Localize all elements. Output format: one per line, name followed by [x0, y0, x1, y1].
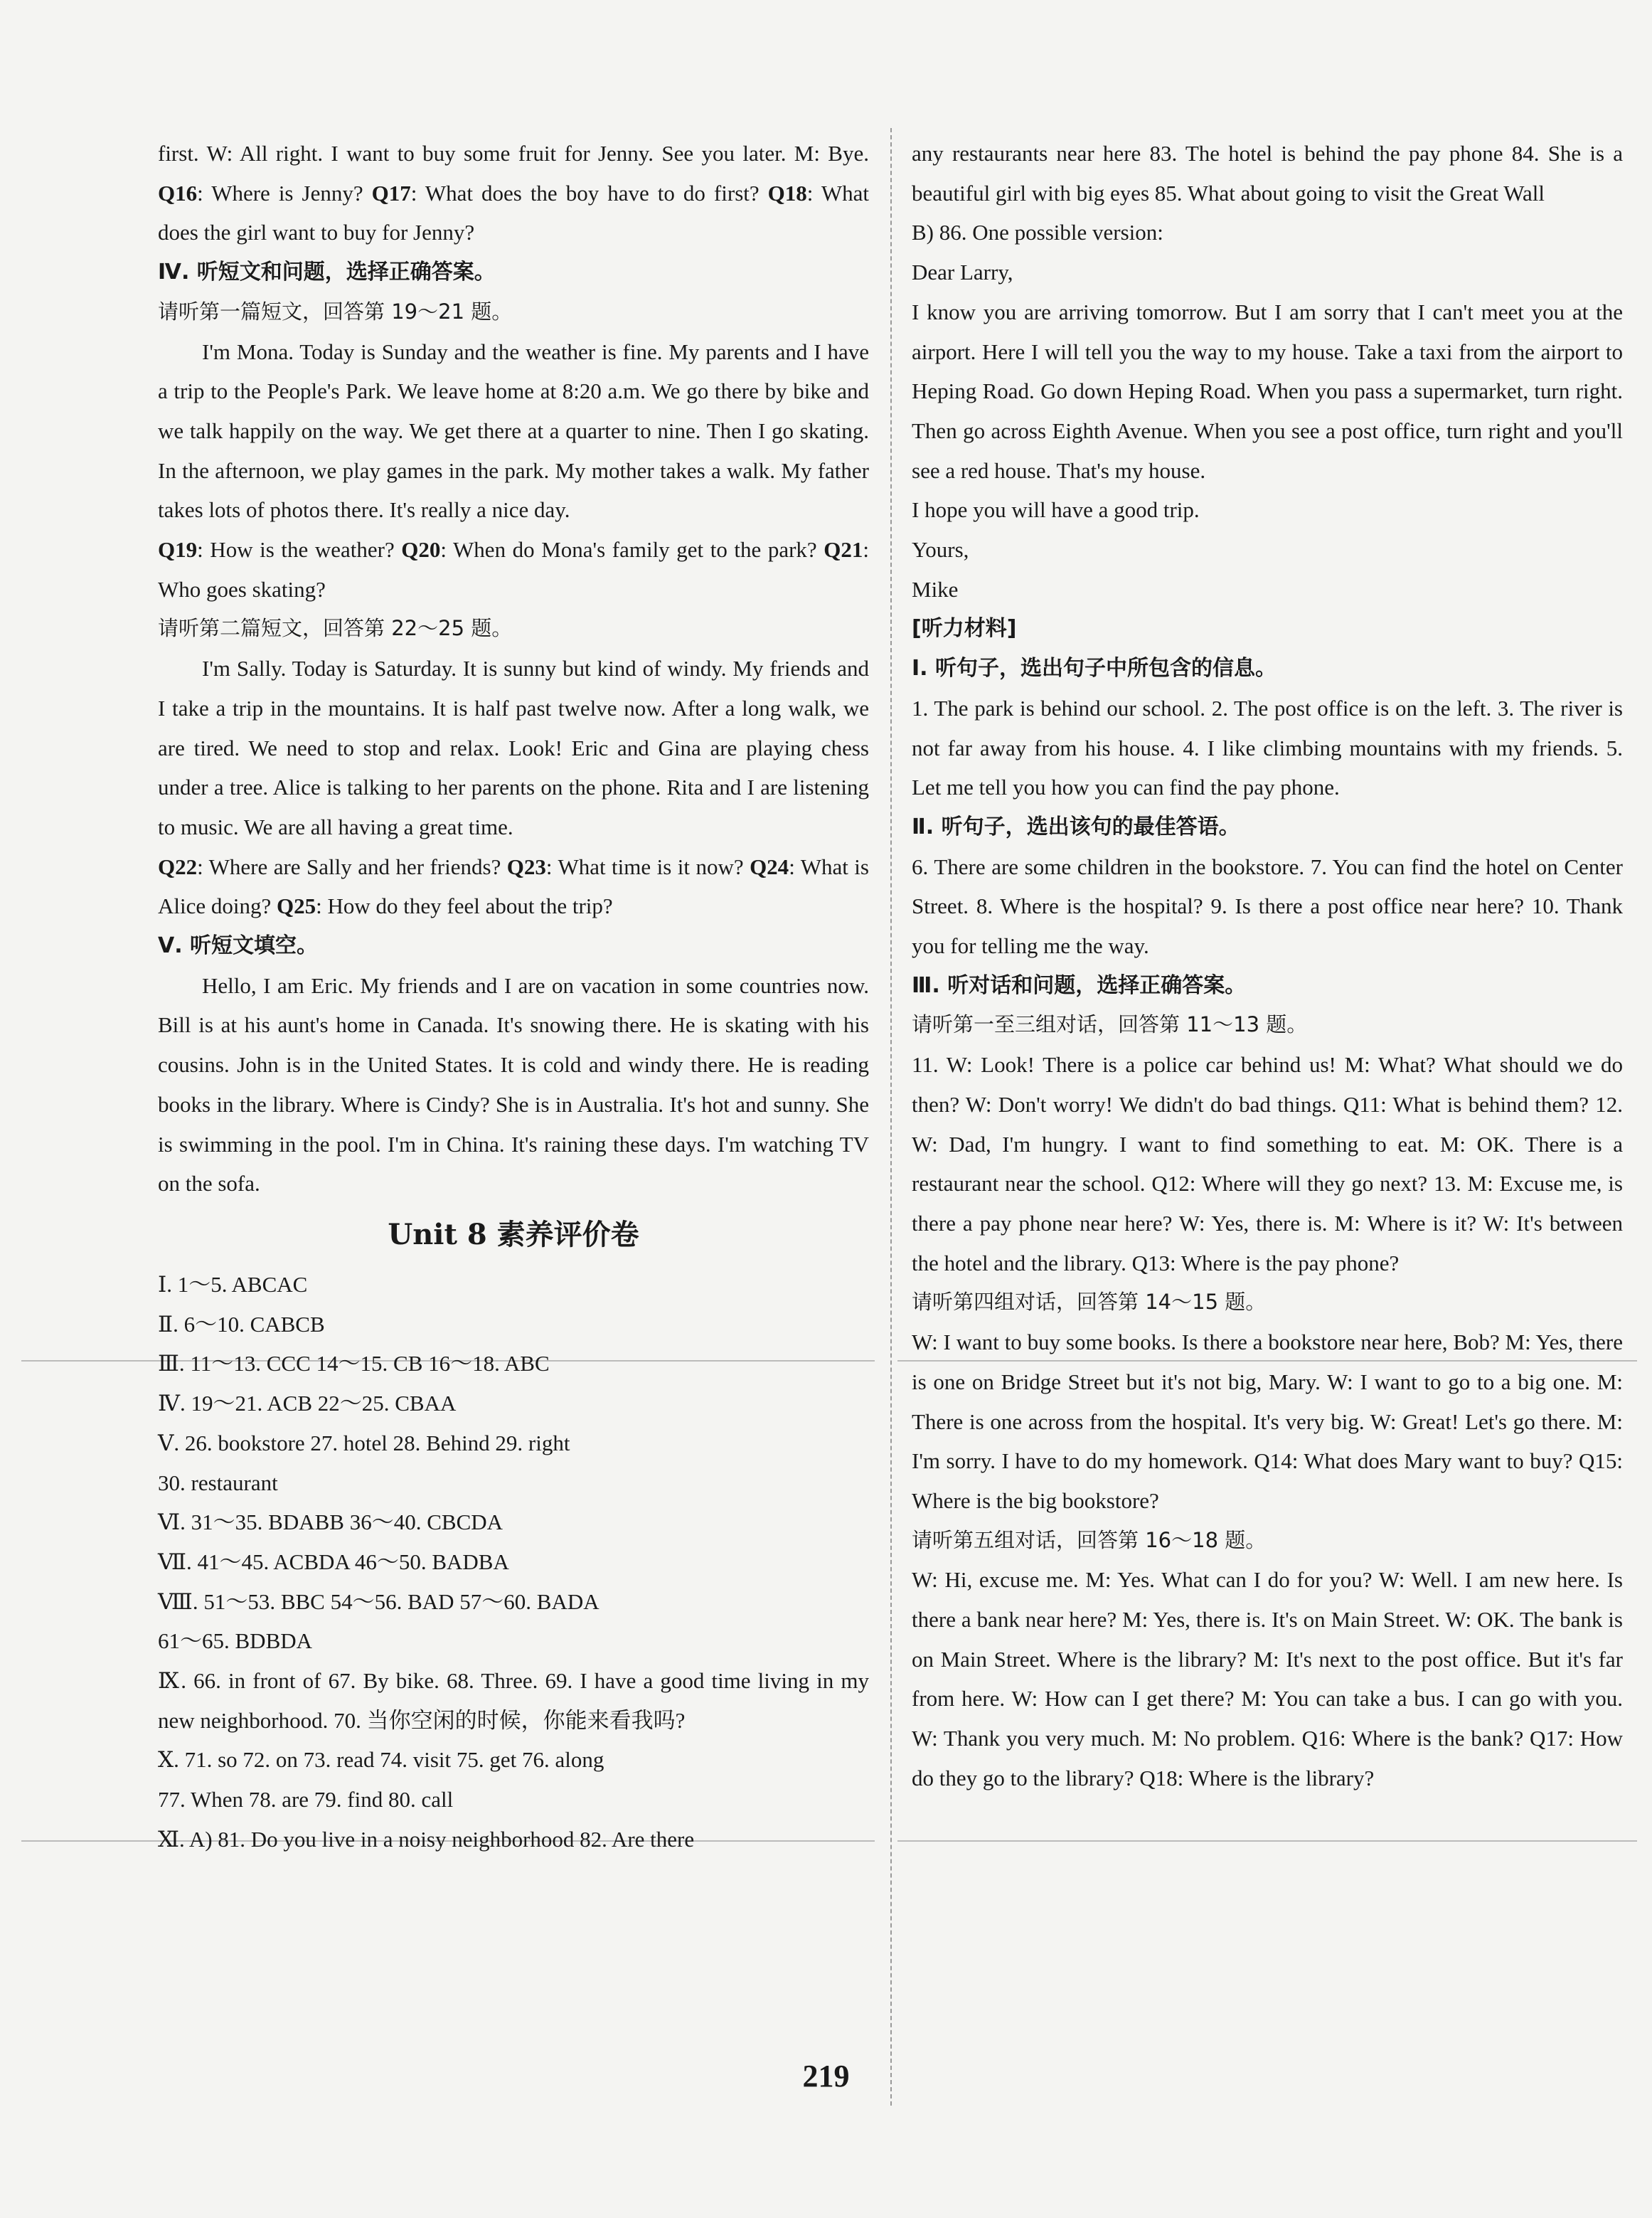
answer-line: 77. When 78. are 79. find 80. call	[158, 1787, 454, 1813]
answer-line: Ⅲ. 11～13. CCC 14～15. CB 16～18. ABC	[158, 1351, 550, 1376]
listen-section-3-heading: Ⅲ. 听对话和问题，选择正确答案。	[912, 972, 1247, 998]
right-column	[912, 134, 1623, 1798]
listen-section-2-text: 6. There are some children in the bookstore. 7. You can find the hotel on Center Street. 8. Where is the hospital? 9. Is there a post office near here? 10. Thank you for telling me the way.	[912, 854, 1623, 959]
left-column	[158, 134, 869, 1859]
letter-salutation: Dear Larry,	[912, 260, 1013, 285]
dialogue-14-15: W: I want to buy some books. Is there a bookstore near here, Bob? M: Yes, there is one on Bridge Street but it's not big, Mary. W: I want to go to a big one. M: There is one across from the hospital. It's very big. W: Great! Let's go there. M: I'm sorry. I have to do my homework. Q14: What does Mary want to buy? Q15: Where is the big bookstore?	[912, 1330, 1623, 1513]
section-5-heading: Ⅴ. 听短文填空。	[158, 933, 319, 959]
answer-line: Ⅶ. 41～45. ACBDA 46～50. BADBA	[158, 1549, 509, 1574]
dialogues-11-13: 11. W: Look! There is a police car behind us! M: What? What should we do then? W: Don't worry! We didn't do bad things. Q11: What is behind them? 12. W: Dad, I'm hungry. I want to find something to eat. M: OK. There is a restaurant near the school. Q12: Where will they go next? 13. M: Excuse me, is there a pay phone near here? W: Yes, there is. M: Where is it? W: It's between the hotel and the library. Q13: Where is the pay phone?	[912, 1052, 1623, 1275]
answer-line: Ⅺ. A) 81. Do you live in a noisy neighborhood 82. Are there	[158, 1826, 695, 1852]
letter-sign-off: Yours,	[912, 537, 969, 563]
answer-line: Ⅹ. 71. so 72. on 73. read 74. visit 75. get 76. along	[158, 1747, 604, 1773]
fold-line-right-lower	[897, 1840, 1637, 1842]
answer-line: Ⅵ. 31～35. BDABB 36～40. CBCDA	[158, 1509, 503, 1535]
answer-line: Ⅴ. 26. bookstore 27. hotel 28. Behind 29. right	[158, 1430, 570, 1455]
writing-answer-heading: B) 86. One possible version:	[912, 220, 1163, 245]
passage-mona: I'm Mona. Today is Sunday and the weather is fine. My parents and I have a trip to the People's Park. We leave home at 8:20 a.m. We go there by bike and we talk happily on the way. We get there at a quarter to nine. Then I go skating. In the afternoon, we play games in the park. My mother takes a walk. My father takes lots of photos there. It's really a nice day.	[158, 339, 869, 523]
dialogue-16-18: W: Hi, excuse me. M: Yes. What can I do for you? W: Well. I am new here. Is there a bank near here? M: Yes, there is. It's on Main Street. W: OK. The bank is on Main Street. Where is the library? M: It's next to the post office. But it's far from here. W: How can I get there? M: You can take a bus. I can go with you. W: Thank you very much. M: No problem. Q16: Where is the bank? Q17: How do they go to the library? Q18: Where is the library?	[912, 1567, 1623, 1790]
questions-19-21: Q19: How is the weather? Q20: When do Mona's family get to the park? Q21: Who goes skating?	[158, 537, 869, 602]
unit-title: Unit 8 素养评价卷	[388, 1217, 639, 1251]
column-divider	[890, 128, 892, 2106]
listen-section-3-intro-1: 请听第一至三组对话，回答第 11～13 题。	[912, 1012, 1308, 1037]
listen-section-3-intro-2: 请听第四组对话，回答第 14～15 题。	[912, 1290, 1267, 1315]
listen-section-1-heading: Ⅰ. 听句子，选出句子中所包含的信息。	[912, 656, 1277, 681]
answer-line: 61～65. BDBDA	[158, 1628, 313, 1654]
passage-eric: Hello, I am Eric. My friends and I are on vacation in some countries now. Bill is at his aunt's home in Canada. It's snowing there. He is skating with his cousins. John is in the United States. It is cold and windy there. He is reading books in the library. Where is Cindy? She is in Australia. It's hot and sunny. She is swimming in the pool. I'm in China. It's raining these days. I'm watching TV on the sofa.	[158, 972, 869, 1196]
section-4-heading: Ⅳ. 听短文和问题，选择正确答案。	[158, 260, 496, 285]
questions-22-25: Q22: Where are Sally and her friends? Q23: What time is it now? Q24: What is Alice doing? Q25: How do they feel about the trip?	[158, 854, 869, 919]
page-number: 219	[802, 2059, 850, 2094]
section-4-intro-2: 请听第二篇短文，回答第 22～25 题。	[158, 616, 513, 641]
listen-section-1-text: 1. The park is behind our school. 2. The post office is on the left. 3. The river is not far away from his house. 4. I like climbing mountains with my friends. 5. Let me tell you how you can find the pay phone.	[912, 695, 1623, 800]
dialogue-continuation: first. W: All right. I want to buy some fruit for Jenny. See you later. M: Bye. Q16: Where is Jenny? Q17: What does the boy have to do first? Q18: What does the girl want to buy for Jenny?	[158, 141, 869, 245]
answers-81-85-continuation: any restaurants near here 83. The hotel is behind the pay phone 84. She is a beautiful girl with big eyes 85. What about going to visit the Great Wall	[912, 141, 1623, 206]
answer-line: Ⅱ. 6～10. CABCB	[158, 1311, 325, 1337]
answer-line: Ⅸ. 66. in front of 67. By bike. 68. Three. 69. I have a good time living in my new neighborhood. 70. 当你空闲的时候，你能来看我吗?	[158, 1668, 869, 1733]
answer-line: Ⅰ. 1～5. ABCAC	[158, 1271, 308, 1297]
listen-section-3-intro-3: 请听第五组对话，回答第 16～18 题。	[912, 1527, 1267, 1552]
listen-section-2-heading: Ⅱ. 听句子，选出该句的最佳答语。	[912, 814, 1240, 839]
passage-sally: I'm Sally. Today is Saturday. It is sunny but kind of windy. My friends and I take a trip in the mountains. It is half past twelve now. After a long walk, we are tired. We need to stop and relax. Look! Eric and Gina are playing chess under a tree. Alice is talking to her parents on the phone. Rita and I are listening to music. We are all having a great time.	[158, 656, 869, 839]
letter-closing-line: I hope you will have a good trip.	[912, 497, 1200, 523]
letter-signature: Mike	[912, 576, 959, 602]
answer-line: Ⅳ. 19～21. ACB 22～25. CBAA	[158, 1391, 457, 1416]
answer-line: 30. restaurant	[158, 1470, 278, 1495]
listening-material-heading: [听力材料]	[912, 616, 1017, 642]
section-4-intro-1: 请听第一篇短文，回答第 19～21 题。	[158, 299, 513, 324]
answer-line: Ⅷ. 51～53. BBC 54～56. BAD 57～60. BADA	[158, 1588, 599, 1614]
letter-body: I know you are arriving tomorrow. But I am sorry that I can't meet you at the airport. Here I will tell you the way to my house. Take a taxi from the airport to Heping Road. Go down Heping Road. When you pass a supermarket, turn right. Then go across Eighth Avenue. When you see a post office, turn right and you'll see a red house. That's my house.	[912, 299, 1623, 483]
